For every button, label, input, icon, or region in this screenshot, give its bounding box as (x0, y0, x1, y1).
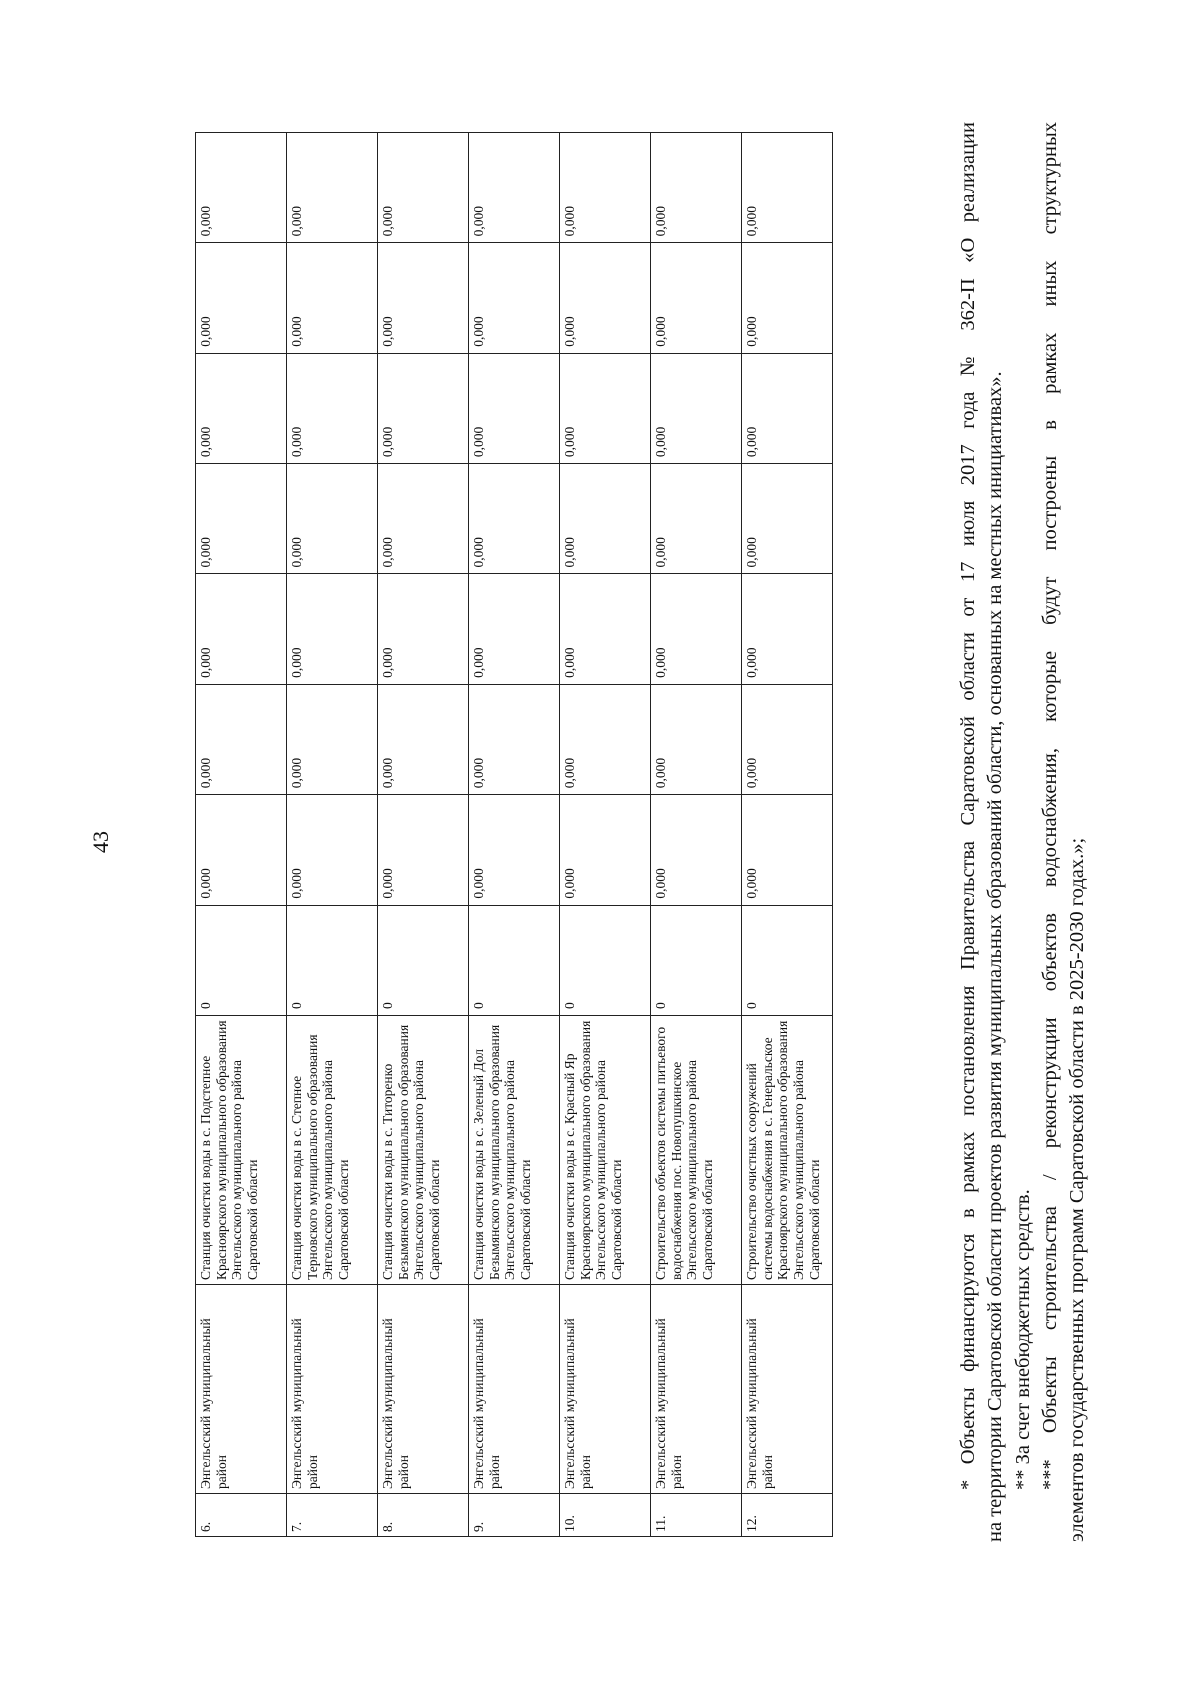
value-cell: 0,000 (287, 795, 378, 905)
value-cell: 0,000 (469, 795, 560, 905)
district-cell: Энгельсский муниципальный район (742, 1285, 833, 1494)
value-cell: 0,000 (651, 133, 742, 243)
value-cell: 0,000 (287, 133, 378, 243)
value-cell: 0 (287, 905, 378, 1015)
table-row (651, 133, 742, 1537)
table-row (469, 133, 560, 1537)
value-cell: 0,000 (196, 464, 287, 574)
row-number-cell: 8. (378, 1494, 469, 1537)
value-cell: 0,000 (651, 243, 742, 353)
row-number-cell: 9. (469, 1494, 560, 1537)
value-cell: 0,000 (651, 795, 742, 905)
value-cell: 0,000 (287, 353, 378, 463)
object-name-cell: Станция очистки воды в с. Степное Терновского муниципального образования Энгельсского муниципального района Саратовской области (287, 1016, 378, 1285)
footnote-2: ** За счет внебюджетных средств. (1011, 1189, 1034, 1490)
table-body (196, 133, 833, 1537)
value-cell: 0,000 (469, 684, 560, 794)
value-cell: 0,000 (196, 133, 287, 243)
value-cell: 0,000 (560, 795, 651, 905)
value-cell: 0,000 (287, 574, 378, 684)
district-cell: Энгельсский муниципальный район (469, 1285, 560, 1494)
footnote-1-line-2: на территории Саратовской области проектов развития муниципальных образований области, основанных на местных инициативах». (984, 371, 1007, 1542)
value-cell: 0 (742, 905, 833, 1015)
district-cell: Энгельсский муниципальный район (560, 1285, 651, 1494)
district-cell: Энгельсский муниципальный район (651, 1285, 742, 1494)
value-cell: 0,000 (287, 684, 378, 794)
footnote-3-line-2: элементов государственных программ Саратовской области в 2025-2030 годах.»; (1066, 837, 1088, 1542)
value-cell: 0,000 (378, 574, 469, 684)
value-cell: 0,000 (469, 353, 560, 463)
value-cell: 0 (651, 905, 742, 1015)
value-cell: 0,000 (742, 795, 833, 905)
table-row (196, 133, 287, 1537)
value-cell: 0,000 (378, 464, 469, 574)
value-cell: 0,000 (742, 133, 833, 243)
value-cell: 0,000 (378, 795, 469, 905)
value-cell: 0,000 (560, 574, 651, 684)
table-row (742, 133, 833, 1537)
value-cell: 0,000 (287, 464, 378, 574)
row-number-cell: 12. (742, 1494, 833, 1537)
value-cell: 0,000 (469, 574, 560, 684)
row-number-cell: 7. (287, 1494, 378, 1537)
value-cell: 0,000 (560, 684, 651, 794)
value-cell: 0,000 (651, 464, 742, 574)
value-cell: 0,000 (378, 684, 469, 794)
value-cell: 0,000 (742, 684, 833, 794)
value-cell: 0,000 (469, 464, 560, 574)
value-cell: 0,000 (469, 133, 560, 243)
object-name-cell: Строительство объектов системы питьевого водоснабжения пос. Новопушкинское Энгельсского муниципального района Саратовской области (651, 1016, 742, 1285)
footnotes (955, 122, 1091, 1542)
value-cell: 0,000 (651, 574, 742, 684)
footnote-3-line-1: *** Объекты строительства / реконструкции объектов водоснабжения, которые будут построены в рамках иных структурных (1038, 122, 1061, 1490)
value-cell: 0,000 (742, 353, 833, 463)
footnote-1-line-1: * Объекты финансируются в рамках постановления Правительства Саратовской области от 17 июля 2017 года № 362-П «О реализации (957, 122, 979, 1490)
value-cell: 0,000 (560, 464, 651, 574)
value-cell: 0,000 (196, 795, 287, 905)
value-cell: 0,000 (196, 684, 287, 794)
value-cell: 0 (560, 905, 651, 1015)
object-name-cell: Станция очистки воды в с. Титоренко Безымянского муниципального образования Энгельсского муниципального района Саратовской области (378, 1016, 469, 1285)
value-cell: 0,000 (560, 243, 651, 353)
district-cell: Энгельсский муниципальный район (378, 1285, 469, 1494)
row-number-cell: 11. (651, 1494, 742, 1537)
value-cell: 0 (469, 905, 560, 1015)
value-cell: 0,000 (651, 353, 742, 463)
object-name-cell: Станция очистки воды в с. Подстепное Краснoярского муниципального образования Энгельсского муниципального района Саратовской области (196, 1016, 287, 1285)
projects-table (195, 132, 833, 1537)
value-cell: 0,000 (378, 353, 469, 463)
value-cell: 0,000 (560, 133, 651, 243)
page-number-container (88, 822, 118, 862)
row-number-cell: 10. (560, 1494, 651, 1537)
value-cell: 0,000 (196, 243, 287, 353)
table-row (378, 133, 469, 1537)
object-name-cell: Строительство очистных сооружений системы водоснабжения в с. Генеральское Красноярского муниципального образования Энгельсского муниципального района Саратовской области (742, 1016, 833, 1285)
value-cell: 0,000 (469, 243, 560, 353)
value-cell: 0,000 (742, 574, 833, 684)
row-number-cell: 6. (196, 1494, 287, 1537)
value-cell: 0,000 (742, 243, 833, 353)
value-cell: 0,000 (742, 464, 833, 574)
district-cell: Энгельсский муниципальный район (196, 1285, 287, 1494)
page-number: 43 (88, 831, 113, 853)
value-cell: 0 (378, 905, 469, 1015)
value-cell: 0 (196, 905, 287, 1015)
value-cell: 0,000 (378, 133, 469, 243)
value-cell: 0,000 (560, 353, 651, 463)
table-row (287, 133, 378, 1537)
value-cell: 0,000 (287, 243, 378, 353)
object-name-cell: Станция очистки воды в с. Красный Яр Красноярского муниципального образования Энгельсского муниципального района Саратовской области (560, 1016, 651, 1285)
value-cell: 0,000 (651, 684, 742, 794)
district-cell: Энгельсский муниципальный район (287, 1285, 378, 1494)
object-name-cell: Станция очистки воды в с. Зеленый Дол Безымянского муниципального образования Энгельсского муниципального района Саратовской области (469, 1016, 560, 1285)
value-cell: 0,000 (196, 353, 287, 463)
value-cell: 0,000 (196, 574, 287, 684)
value-cell: 0,000 (378, 243, 469, 353)
table-row (560, 133, 651, 1537)
